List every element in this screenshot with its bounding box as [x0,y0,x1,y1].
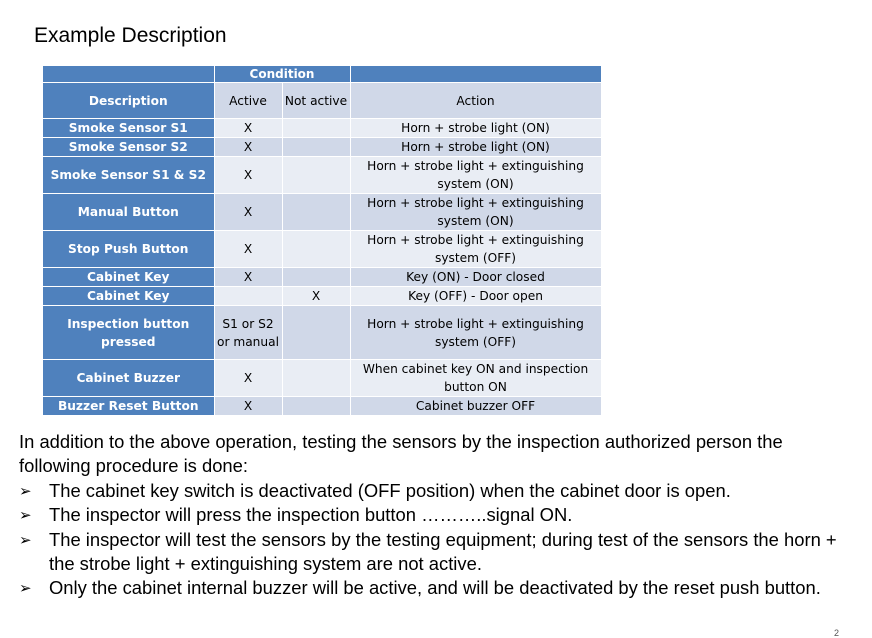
list-item-text: The cabinet key switch is deactivated (OFF position) when the cabinet door is open. [49,480,731,501]
condition-header: Condition [214,66,350,83]
row-not-active-cell: X [282,287,350,306]
row-not-active-cell [282,138,350,157]
procedure-list [19,479,859,600]
list-item-text: Only the cabinet internal buzzer will be active, and will be deactivated by the reset push button. [49,577,821,599]
action-header: Action [350,83,601,119]
row-action-cell: Horn + strobe light + extinguishing system (OFF) [350,306,601,360]
active-header: Active [214,83,282,119]
list-item [19,528,859,577]
row-active-cell: X [214,231,282,268]
row-description-cell: Cabinet Key [43,287,214,306]
row-not-active-cell [282,360,350,397]
row-active-cell: X [214,397,282,416]
list-item [19,576,859,600]
table-row [43,194,601,231]
row-active-cell: X [214,138,282,157]
row-description-cell: Buzzer Reset Button [43,397,214,416]
table-row [43,138,601,157]
row-not-active-cell [282,119,350,138]
list-item [19,503,859,527]
arrow-bullet-icon: ➢ [19,530,32,549]
table-row [43,397,601,416]
list-item [19,479,859,503]
row-not-active-cell [282,231,350,268]
row-active-cell: X [214,157,282,194]
list-item-text: The inspector will test the sensors by the testing equipment; during test of the sensors the horn + the strobe light + extinguishing system are not active. [49,528,837,574]
arrow-bullet-icon: ➢ [19,506,32,525]
row-not-active-cell [282,194,350,231]
row-not-active-cell [282,306,350,360]
row-action-cell: Cabinet buzzer OFF [350,397,601,416]
header-blank-cell [43,66,214,83]
table-row [43,306,601,360]
row-description-cell: Stop Push Button [43,231,214,268]
row-description-cell: Manual Button [43,194,214,231]
row-not-active-cell [282,157,350,194]
table-row [43,268,601,287]
header-blank-cell [350,66,601,83]
row-active-cell: X [214,268,282,287]
row-active-cell: X [214,119,282,138]
arrow-bullet-icon: ➢ [19,482,32,500]
page-number: 2 [834,628,840,638]
page-title: Example Description [34,24,227,47]
table-row [43,360,601,397]
row-description-cell: Cabinet Key [43,268,214,287]
row-not-active-cell [282,397,350,416]
row-action-cell: Horn + strobe light (ON) [350,138,601,157]
row-action-cell: Key (OFF) - Door open [350,287,601,306]
table-header-row-top [43,66,601,83]
row-active-cell: X [214,360,282,397]
not-active-header: Not active [282,83,350,119]
row-action-cell: Horn + strobe light (ON) [350,119,601,138]
arrow-bullet-icon: ➢ [19,579,32,598]
row-description-cell: Smoke Sensor S1 & S2 [43,157,214,194]
row-action-cell: Horn + strobe light + extinguishing system (ON) [350,157,601,194]
row-description-cell: Smoke Sensor S2 [43,138,214,157]
row-description-cell: Smoke Sensor S1 [43,119,214,138]
row-action-cell: Horn + strobe light + extinguishing system (OFF) [350,231,601,268]
row-active-cell [214,287,282,306]
condition-table [43,66,602,416]
table-header-row [43,83,601,119]
explanation-paragraph: In addition to the above operation, testing the sensors by the inspection authorized person the following procedure is done: [19,431,783,477]
row-action-cell: Key (ON) - Door closed [350,268,601,287]
description-header: Description [43,83,214,119]
row-description-cell: Cabinet Buzzer [43,360,214,397]
row-active-cell: S1 or S2 or manual [214,306,282,360]
table-row [43,157,601,194]
row-action-cell: Horn + strobe light + extinguishing system (ON) [350,194,601,231]
row-not-active-cell [282,268,350,287]
row-description-cell: Inspection button pressed [43,306,214,360]
row-action-cell: When cabinet key ON and inspection button ON [350,360,601,397]
table-row [43,287,601,306]
list-item-text: The inspector will press the inspection button ………..signal ON. [49,504,573,526]
table-row [43,119,601,138]
table-row [43,231,601,268]
row-active-cell: X [214,194,282,231]
